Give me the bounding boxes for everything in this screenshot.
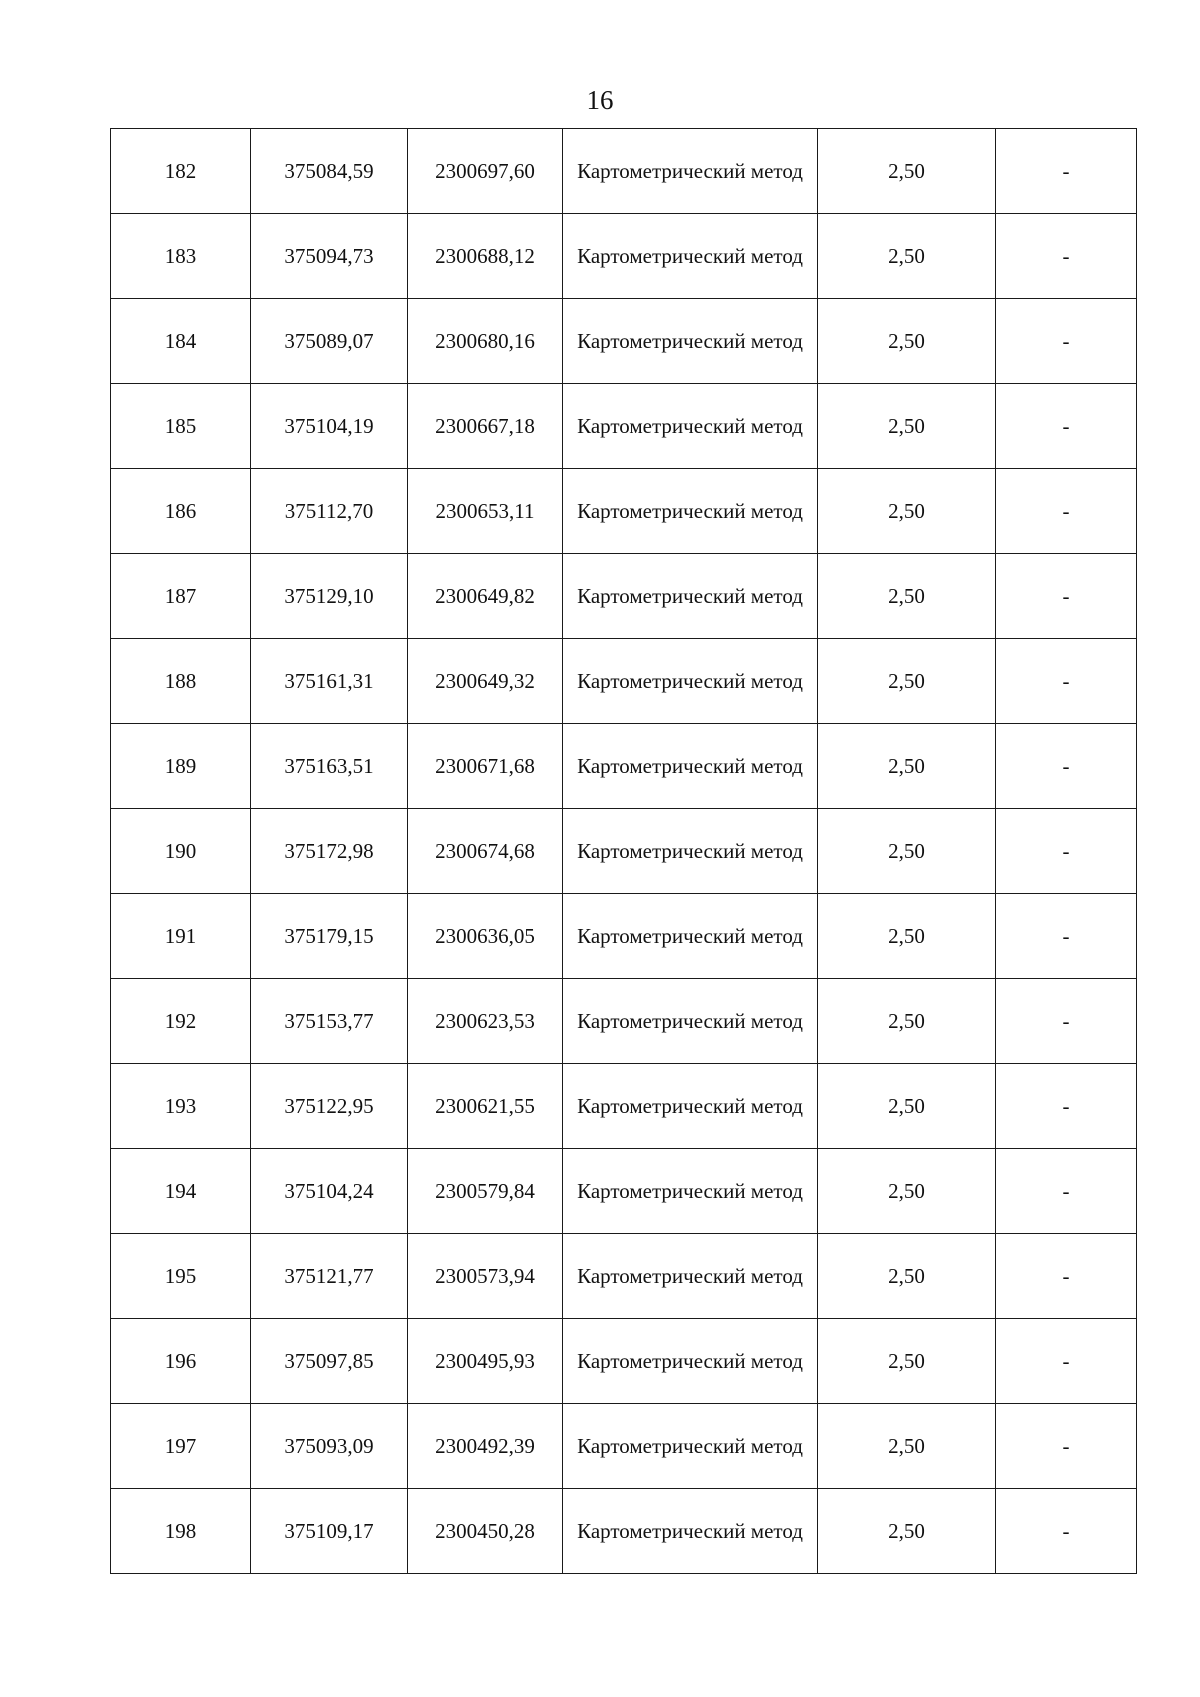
method-cell: Картометрический метод bbox=[563, 129, 818, 214]
x-coordinate-cell: 375104,24 bbox=[251, 1149, 408, 1234]
accuracy-cell: 2,50 bbox=[818, 469, 996, 554]
point-number-cell: 195 bbox=[111, 1234, 251, 1319]
point-number-cell: 183 bbox=[111, 214, 251, 299]
note-cell: - bbox=[996, 1149, 1137, 1234]
note-cell: - bbox=[996, 1404, 1137, 1489]
table-row bbox=[111, 554, 1137, 639]
y-coordinate-cell: 2300688,12 bbox=[408, 214, 563, 299]
note-cell: - bbox=[996, 1489, 1137, 1574]
x-coordinate-cell: 375153,77 bbox=[251, 979, 408, 1064]
point-number-cell: 187 bbox=[111, 554, 251, 639]
note-cell: - bbox=[996, 1064, 1137, 1149]
point-number-cell: 188 bbox=[111, 639, 251, 724]
table-row bbox=[111, 384, 1137, 469]
accuracy-cell: 2,50 bbox=[818, 1404, 996, 1489]
y-coordinate-cell: 2300671,68 bbox=[408, 724, 563, 809]
y-coordinate-cell: 2300573,94 bbox=[408, 1234, 563, 1319]
method-cell: Картометрический метод bbox=[563, 1489, 818, 1574]
x-coordinate-cell: 375179,15 bbox=[251, 894, 408, 979]
accuracy-cell: 2,50 bbox=[818, 554, 996, 639]
y-coordinate-cell: 2300450,28 bbox=[408, 1489, 563, 1574]
note-cell: - bbox=[996, 639, 1137, 724]
x-coordinate-cell: 375129,10 bbox=[251, 554, 408, 639]
x-coordinate-cell: 375163,51 bbox=[251, 724, 408, 809]
y-coordinate-cell: 2300649,82 bbox=[408, 554, 563, 639]
point-number-cell: 192 bbox=[111, 979, 251, 1064]
point-number-cell: 196 bbox=[111, 1319, 251, 1404]
note-cell: - bbox=[996, 1234, 1137, 1319]
point-number-cell: 191 bbox=[111, 894, 251, 979]
y-coordinate-cell: 2300623,53 bbox=[408, 979, 563, 1064]
x-coordinate-cell: 375104,19 bbox=[251, 384, 408, 469]
y-coordinate-cell: 2300697,60 bbox=[408, 129, 563, 214]
note-cell: - bbox=[996, 979, 1137, 1064]
page-number: 16 bbox=[586, 85, 614, 115]
method-cell: Картометрический метод bbox=[563, 894, 818, 979]
y-coordinate-cell: 2300636,05 bbox=[408, 894, 563, 979]
y-coordinate-cell: 2300621,55 bbox=[408, 1064, 563, 1149]
table-row bbox=[111, 214, 1137, 299]
table-row bbox=[111, 894, 1137, 979]
point-number-cell: 182 bbox=[111, 129, 251, 214]
x-coordinate-cell: 375121,77 bbox=[251, 1234, 408, 1319]
point-number-cell: 197 bbox=[111, 1404, 251, 1489]
x-coordinate-cell: 375097,85 bbox=[251, 1319, 408, 1404]
accuracy-cell: 2,50 bbox=[818, 1149, 996, 1234]
y-coordinate-cell: 2300649,32 bbox=[408, 639, 563, 724]
accuracy-cell: 2,50 bbox=[818, 1234, 996, 1319]
note-cell: - bbox=[996, 214, 1137, 299]
table-row bbox=[111, 1489, 1137, 1574]
point-number-cell: 198 bbox=[111, 1489, 251, 1574]
accuracy-cell: 2,50 bbox=[818, 384, 996, 469]
point-number-cell: 194 bbox=[111, 1149, 251, 1234]
note-cell: - bbox=[996, 809, 1137, 894]
x-coordinate-cell: 375084,59 bbox=[251, 129, 408, 214]
note-cell: - bbox=[996, 384, 1137, 469]
accuracy-cell: 2,50 bbox=[818, 894, 996, 979]
y-coordinate-cell: 2300674,68 bbox=[408, 809, 563, 894]
method-cell: Картометрический метод bbox=[563, 384, 818, 469]
method-cell: Картометрический метод bbox=[563, 639, 818, 724]
accuracy-cell: 2,50 bbox=[818, 979, 996, 1064]
method-cell: Картометрический метод bbox=[563, 1149, 818, 1234]
method-cell: Картометрический метод bbox=[563, 1319, 818, 1404]
note-cell: - bbox=[996, 129, 1137, 214]
table-row bbox=[111, 724, 1137, 809]
y-coordinate-cell: 2300492,39 bbox=[408, 1404, 563, 1489]
note-cell: - bbox=[996, 469, 1137, 554]
method-cell: Картометрический метод bbox=[563, 1234, 818, 1319]
coordinates-table bbox=[110, 128, 1137, 1574]
method-cell: Картометрический метод bbox=[563, 1064, 818, 1149]
accuracy-cell: 2,50 bbox=[818, 639, 996, 724]
accuracy-cell: 2,50 bbox=[818, 1489, 996, 1574]
point-number-cell: 184 bbox=[111, 299, 251, 384]
method-cell: Картометрический метод bbox=[563, 724, 818, 809]
point-number-cell: 189 bbox=[111, 724, 251, 809]
table-row bbox=[111, 129, 1137, 214]
x-coordinate-cell: 375093,09 bbox=[251, 1404, 408, 1489]
point-number-cell: 190 bbox=[111, 809, 251, 894]
table-row bbox=[111, 809, 1137, 894]
point-number-cell: 186 bbox=[111, 469, 251, 554]
note-cell: - bbox=[996, 894, 1137, 979]
table-row bbox=[111, 1319, 1137, 1404]
table-row bbox=[111, 1234, 1137, 1319]
x-coordinate-cell: 375172,98 bbox=[251, 809, 408, 894]
accuracy-cell: 2,50 bbox=[818, 724, 996, 809]
method-cell: Картометрический метод bbox=[563, 809, 818, 894]
table-row bbox=[111, 299, 1137, 384]
method-cell: Картометрический метод bbox=[563, 214, 818, 299]
x-coordinate-cell: 375161,31 bbox=[251, 639, 408, 724]
table-body bbox=[111, 129, 1137, 1574]
note-cell: - bbox=[996, 1319, 1137, 1404]
method-cell: Картометрический метод bbox=[563, 299, 818, 384]
accuracy-cell: 2,50 bbox=[818, 299, 996, 384]
method-cell: Картометрический метод bbox=[563, 469, 818, 554]
method-cell: Картометрический метод bbox=[563, 1404, 818, 1489]
note-cell: - bbox=[996, 724, 1137, 809]
y-coordinate-cell: 2300495,93 bbox=[408, 1319, 563, 1404]
x-coordinate-cell: 375112,70 bbox=[251, 469, 408, 554]
y-coordinate-cell: 2300680,16 bbox=[408, 299, 563, 384]
x-coordinate-cell: 375122,95 bbox=[251, 1064, 408, 1149]
accuracy-cell: 2,50 bbox=[818, 1064, 996, 1149]
accuracy-cell: 2,50 bbox=[818, 1319, 996, 1404]
method-cell: Картометрический метод bbox=[563, 554, 818, 639]
accuracy-cell: 2,50 bbox=[818, 129, 996, 214]
accuracy-cell: 2,50 bbox=[818, 809, 996, 894]
table-row bbox=[111, 979, 1137, 1064]
y-coordinate-cell: 2300653,11 bbox=[408, 469, 563, 554]
accuracy-cell: 2,50 bbox=[818, 214, 996, 299]
note-cell: - bbox=[996, 554, 1137, 639]
table-row bbox=[111, 1064, 1137, 1149]
point-number-cell: 185 bbox=[111, 384, 251, 469]
table-row bbox=[111, 1149, 1137, 1234]
y-coordinate-cell: 2300579,84 bbox=[408, 1149, 563, 1234]
point-number-cell: 193 bbox=[111, 1064, 251, 1149]
table-row bbox=[111, 469, 1137, 554]
table-row bbox=[111, 1404, 1137, 1489]
x-coordinate-cell: 375109,17 bbox=[251, 1489, 408, 1574]
y-coordinate-cell: 2300667,18 bbox=[408, 384, 563, 469]
x-coordinate-cell: 375089,07 bbox=[251, 299, 408, 384]
table-row bbox=[111, 639, 1137, 724]
method-cell: Картометрический метод bbox=[563, 979, 818, 1064]
note-cell: - bbox=[996, 299, 1137, 384]
x-coordinate-cell: 375094,73 bbox=[251, 214, 408, 299]
